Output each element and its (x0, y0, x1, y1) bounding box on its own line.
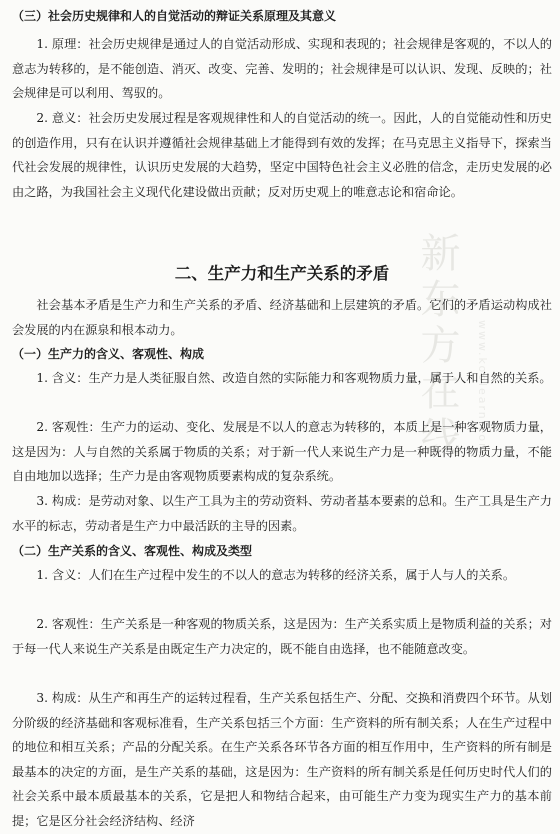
paragraph-pr-definition: 1. 含义：人们在生产过程中发生的不以人的意志为转移的经济关系，属于人与人的关系。 (36, 568, 516, 582)
subsection-heading-productive-forces: （一）生产力的含义、客观性、构成 (12, 347, 205, 361)
paragraph-pr-objectivity: 2. 客观性：生产关系是一种客观的物质关系，这是因为：生产关系实质上是物质利益的关系；对于每一代人来说生产关系是由既定生产力决定的，既不能自由选择，也不能随意改变。 (12, 617, 552, 656)
paragraph-pf-definition: 1. 含义：生产力是人类征服自然、改造自然的实际能力和客观物质力量，属于人和自然的关系。 (36, 371, 552, 385)
watermark-text: 新东方在线 (414, 232, 460, 462)
paragraph-pf-composition: 3. 构成：是劳动对象、以生产工具为主的劳动资料、劳动者基本要素的总和。生产工具是生产力水平的标志，劳动者是生产力中最活跃的主导的因素。 (12, 494, 552, 533)
chapter-intro: 社会基本矛盾是生产力和生产关系的矛盾、经济基础和上层建筑的矛盾。它们的矛盾运动构成社会发展的内在源泉和根本动力。 (12, 298, 552, 337)
watermark-url: www.koolearn.com (476, 320, 489, 456)
chapter-title: 二、生产力和生产关系的矛盾 (174, 264, 390, 283)
paragraph-pr-composition: 3. 构成：从生产和再生产的运转过程看，生产关系包括生产、分配、交换和消费四个环节。从划分阶级的经济基础和客观标准看，生产关系包括三个方面：生产资料的所有制关系；人在生产过程中的地位和相互关系；产品的分配关系。在生产关系各环节各方面的相互作用中，生产资料的所有制是最基本的决定的方面，是生产关系的基础，这是因为：生产资料的所有制关系是任何历史时代人们的社会关系中最本质最基本的关系，它是把人和物结合起来，由可能生产力变为现实生产力的基本前提；它是区分社会经济结构、经济 (12, 691, 552, 828)
section-heading: （三）社会历史规律和人的自觉活动的辩证关系原理及其意义 (12, 9, 337, 23)
paragraph-pf-objectivity: 2. 客观性：生产力的运动、变化、发展是不以人的意志为转移的，本质上是一种客观物质力量，这是因为：人与自然的关系属于物质的关系；对于新一代人来说生产力是一种既得的物质力量，不能自由地加以选择；生产力是由客观物质要素构成的复杂系统。 (12, 420, 552, 484)
paragraph-principle: 1. 原理：社会历史规律是通过人的自觉活动形成、实现和表现的；社会规律是客观的，不以人的意志为转移的，是不能创造、消灭、改变、完善、发明的；社会规律是可以认识、发现、反映的；社会规律是可以利用、驾驭的。 (12, 37, 552, 101)
subsection-heading-production-relations: （二）生产关系的含义、客观性、构成及类型 (12, 544, 253, 558)
paragraph-significance: 2. 意义：社会历史发展过程是客观规律性和人的自觉活动的统一。因此，人的自觉能动性和历史的创造作用，只有在认识并遵循社会规律基础上才能得到有效的发挥；在马克思主义指导下，探索当代社会发展的规律性，认识历史发展的大趋势，坚定中国特色社会主义必胜的信念，走历史发展的必由之路，为我国社会主义现代化建设做出贡献；反对历史观上的唯意志论和宿命论。 (12, 111, 552, 199)
